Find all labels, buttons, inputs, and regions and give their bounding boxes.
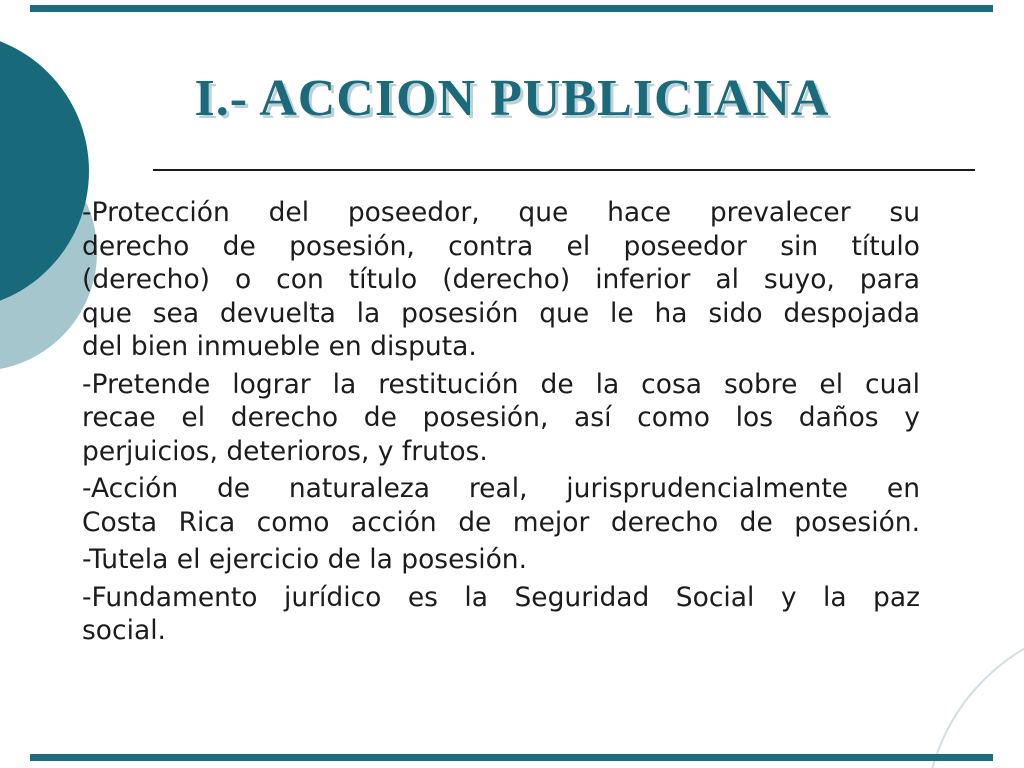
text-line: -Fundamento jurídico es la Seguridad Social y la paz: [82, 581, 920, 613]
text-line: (derecho) o con título (derecho) inferior al suyo, para: [82, 264, 920, 295]
text-line: -Protección del poseedor, que hace prevalecer su: [82, 197, 920, 228]
bottom-border-bar: [30, 754, 993, 761]
text-line: -Acción de naturaleza real, jurisprudencialmente en: [82, 473, 920, 504]
paragraph-proteccion: [82, 196, 920, 364]
paragraph-fundamento: [82, 581, 920, 648]
paragraph-tutela: [82, 543, 920, 577]
top-border-bar: [30, 5, 993, 12]
slide-title: I.- ACCION PUBLICIANA: [194, 70, 830, 127]
text-line: del bien inmueble en disputa.: [82, 331, 477, 362]
text-line: perjuicios, deterioros, y frutos.: [82, 435, 488, 467]
text-line: que sea devuelta la posesión que le ha sido despojada: [82, 297, 920, 329]
title-underline: [153, 169, 975, 171]
paragraph-pretende: [82, 368, 920, 469]
text-line: Costa Rica como acción de mejor derecho de posesión.: [82, 506, 920, 538]
text-line: recae el derecho de posesión, así como los daños y: [82, 402, 920, 433]
text-line: derecho de posesión, contra el poseedor sin título: [82, 230, 920, 262]
text-line: social.: [82, 615, 166, 646]
text-line: -Tutela el ejercicio de la posesión.: [82, 544, 528, 575]
paragraph-accion: [82, 472, 920, 539]
text-line: -Pretende lograr la restitución de la cosa sobre el cual: [82, 368, 920, 400]
corner-outline-circle: [924, 620, 1024, 768]
slide-body: [82, 196, 920, 652]
